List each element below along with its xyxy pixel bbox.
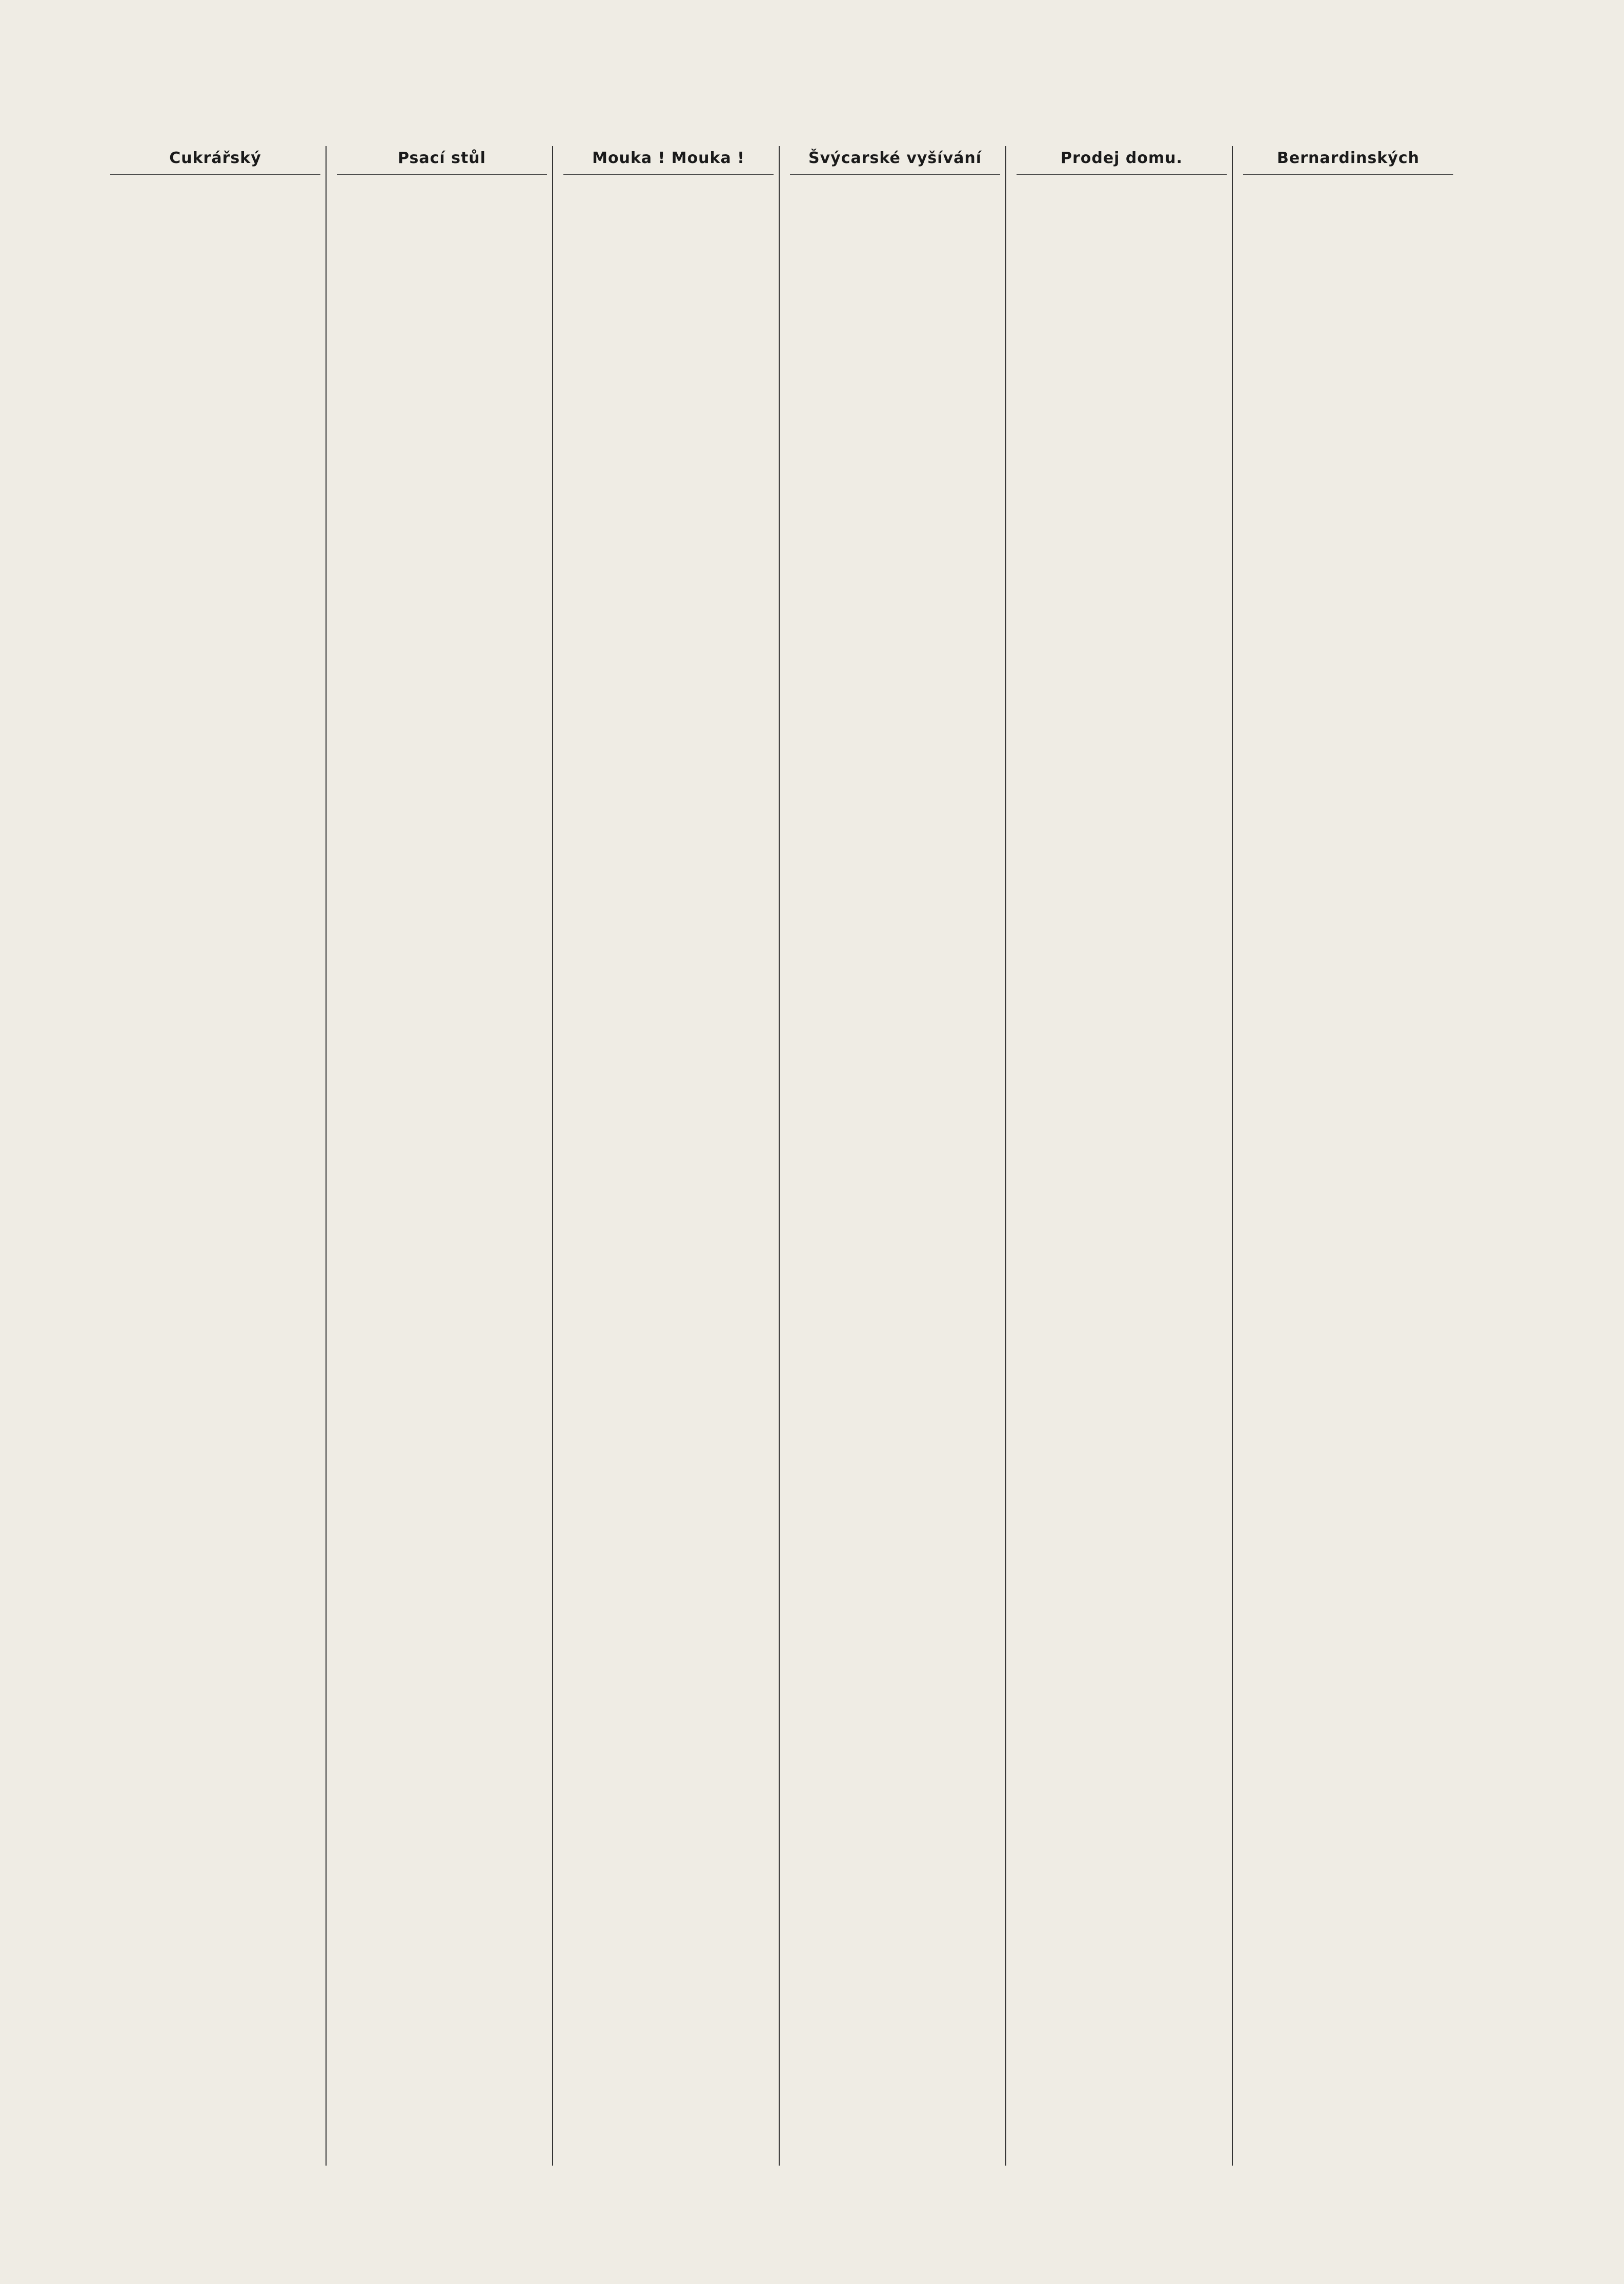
- ad-heading: Cukrářský: [169, 149, 261, 167]
- ad-column: [332, 146, 553, 2166]
- ad-heading: Psací stůl: [398, 149, 486, 167]
- ad-column: [785, 146, 1006, 2166]
- classified-ad: [1243, 146, 1453, 175]
- classified-ad: [1017, 146, 1227, 175]
- classified-ads-grid: [105, 146, 1458, 2166]
- classified-ad: [563, 146, 774, 175]
- classified-ad: [790, 146, 1000, 175]
- ad-heading: Švýcarské vyšívání: [808, 149, 982, 167]
- ad-heading: Prodej domu.: [1060, 149, 1183, 167]
- ad-column: [105, 146, 327, 2166]
- ad-heading: Bernardinských: [1276, 149, 1420, 167]
- ad-column: [558, 146, 780, 2166]
- ad-heading: Mouka ! Mouka !: [592, 149, 745, 167]
- classified-ad: [337, 146, 547, 175]
- ad-column: [1238, 146, 1458, 2166]
- ad-column: [1011, 146, 1233, 2166]
- classified-ad: [110, 146, 320, 175]
